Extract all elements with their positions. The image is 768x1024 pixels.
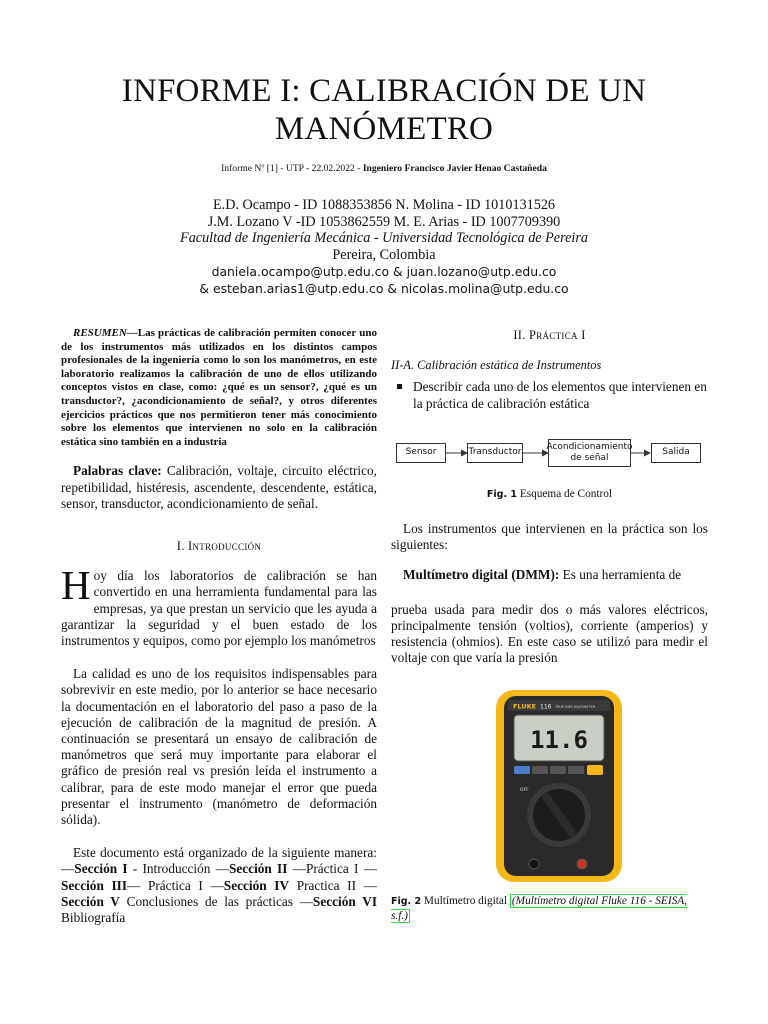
meter-button-yellow (587, 765, 603, 775)
meter-button-2 (532, 766, 548, 774)
abstract (61, 327, 377, 449)
right-column (391, 327, 708, 923)
drop-cap: H (61, 562, 91, 609)
meter-jack-v (577, 859, 587, 869)
meter-button-3 (550, 766, 566, 774)
location: Pereira, Colombia (332, 246, 436, 263)
meter-brand: FLUKE (513, 702, 537, 711)
meter-reading: 11.6 (530, 726, 588, 755)
multimeter-illustration (494, 688, 624, 884)
intro-paragraph-1: Hoy día los laboratorios de calibración se han convertido en una herramienta fundamental para las empresas, ya que prestan un servicio que les ayuda a garantizar la seguridad y el buen estado de los instrumentos y equipos, como por ejemplo los manómetros (61, 562, 377, 648)
dmm-lead: Multímetro digital (DMM): Es una herramienta de (403, 567, 682, 583)
keywords-text: Calibración, voltaje, circuito eléctrico, repetibilidad, histéresis, ascendente, descendente, estática, sensor, transductor, acondicionamiento de señal. (61, 463, 377, 511)
meter-model: 116 (540, 703, 552, 711)
emails-line-2: & esteban.arias1@utp.edu.co & nicolas.molina@utp.edu.co (199, 281, 569, 297)
report-line (60, 163, 708, 174)
diagram-box-sensor: Sensor (396, 443, 446, 463)
intro-paragraph-2: La calidad es uno de los requisitos indispensables para sobrevivir en este medio, por lo anterior se hace necesario la documentación en el laboratorio del paso a paso de la ejecución de calibración de la magnitud de presión. A continuación se presentará un ensayo de calibración de manómetros que será muy importante para elaborar el gráfico de presión real vs presión leída el instrumento a calibrar, para de este modo manejar el error que pueda presentar el instrumento (manómetro de deformación sólida). (61, 666, 377, 827)
keywords (61, 463, 377, 512)
intro-paragraph-3: Este documento está organizado de la siguiente manera: —Sección I - Introducción —Sección II —Práctica I —Sección III— Práctica I —Sección IV Practica II —Sección V Conclusiones de las prácticas —Sección VI Bibliografía (61, 845, 377, 926)
emails-line-1: daniela.ocampo@utp.edu.co & juan.lozano@utp.edu.co (211, 264, 557, 280)
subsection-heading: II-A. Calibración estática de Instrumentos (391, 358, 602, 373)
meter-button-blue (514, 766, 530, 774)
figure-2-caption: Fig. 2 Multímetro digital (Multímetro digital Fluke 116 - SEISA, s.f.) (391, 895, 687, 923)
paper-title: INFORME I: CALIBRACIÓN DE UN MANÓMETRO (121, 73, 647, 147)
section-heading-introduccion: I. Introducción (176, 538, 262, 553)
instruments-paragraph: Los instrumentos que intervienen en la práctica son los siguientes: (391, 521, 708, 553)
abstract-label: RESUMEN (73, 327, 127, 339)
bullet-square-icon (397, 384, 402, 389)
engineer-name: Ingeniero Francisco Javier Henao Castañeda (362, 163, 547, 174)
citation-link[interactable]: (Multímetro digital Fluke 116 - SEISA, s.f.) (391, 895, 687, 923)
keywords-label: Palabras clave: (73, 463, 162, 479)
multimeter-image (494, 688, 624, 884)
author-block (60, 197, 708, 297)
left-column (61, 327, 377, 943)
diagram-box-salida: Salida (651, 443, 701, 463)
authors-line-2: J.M. Lozano V -ID 1053862559 M. E. Arias - ID 1007709390 (207, 213, 561, 230)
meter-subtitle: TRUE RMS MULTIMETER (555, 705, 596, 710)
control-diagram (391, 430, 708, 476)
diagram-box-acondicionamiento: Acondicionamiento de señal (548, 439, 631, 467)
figure-1-caption: Fig. 1 Esquema de Control (486, 487, 613, 500)
authors-line-1: E.D. Ocampo - ID 1088353856 N. Molina - ID 1010131526 (212, 197, 556, 213)
section-heading-practica: II. Práctica I (513, 328, 586, 342)
affiliation: Facultad de Ingeniería Mecánica - Universidad Tecnológica de Pereira (180, 230, 588, 247)
meter-off-label: OFF (520, 788, 529, 794)
abstract-text: —Las prácticas de calibración permiten conocer uno de los instrumentos más utilizados en los distintos campos profesionales de la ingeniería como lo son los manómetros, en este laboratorio realizamos la calibración de uno de ellos utilizando conceptos vistos en clase, como: ¿qué es un sensor?, ¿qué es un transductor?, ¿acondicionamiento de señal?, y otros diferentes ejercicios prácticos que nos permitieron tener más conocimiento sobre los elementos que intervienen no solo en la calibración estática sino también en a industria (61, 327, 377, 448)
dmm-description: prueba usada para medir dos o más valores eléctricos, principalmente tensión (voltios), corriente (amperios) y resistencia (ohmios). En este caso se utilizó para medir el voltaje con que varía la presión (391, 601, 708, 666)
meter-jack-com (529, 859, 539, 869)
diagram-box-transductor: Transductor (467, 443, 523, 463)
report-number: Informe Nº [1] - UTP - 22.02.2022 - (221, 163, 363, 174)
bullet-item: Describir cada uno de los elementos que intervienen en la práctica de calibración estática (391, 379, 708, 411)
meter-button-4 (568, 766, 584, 774)
